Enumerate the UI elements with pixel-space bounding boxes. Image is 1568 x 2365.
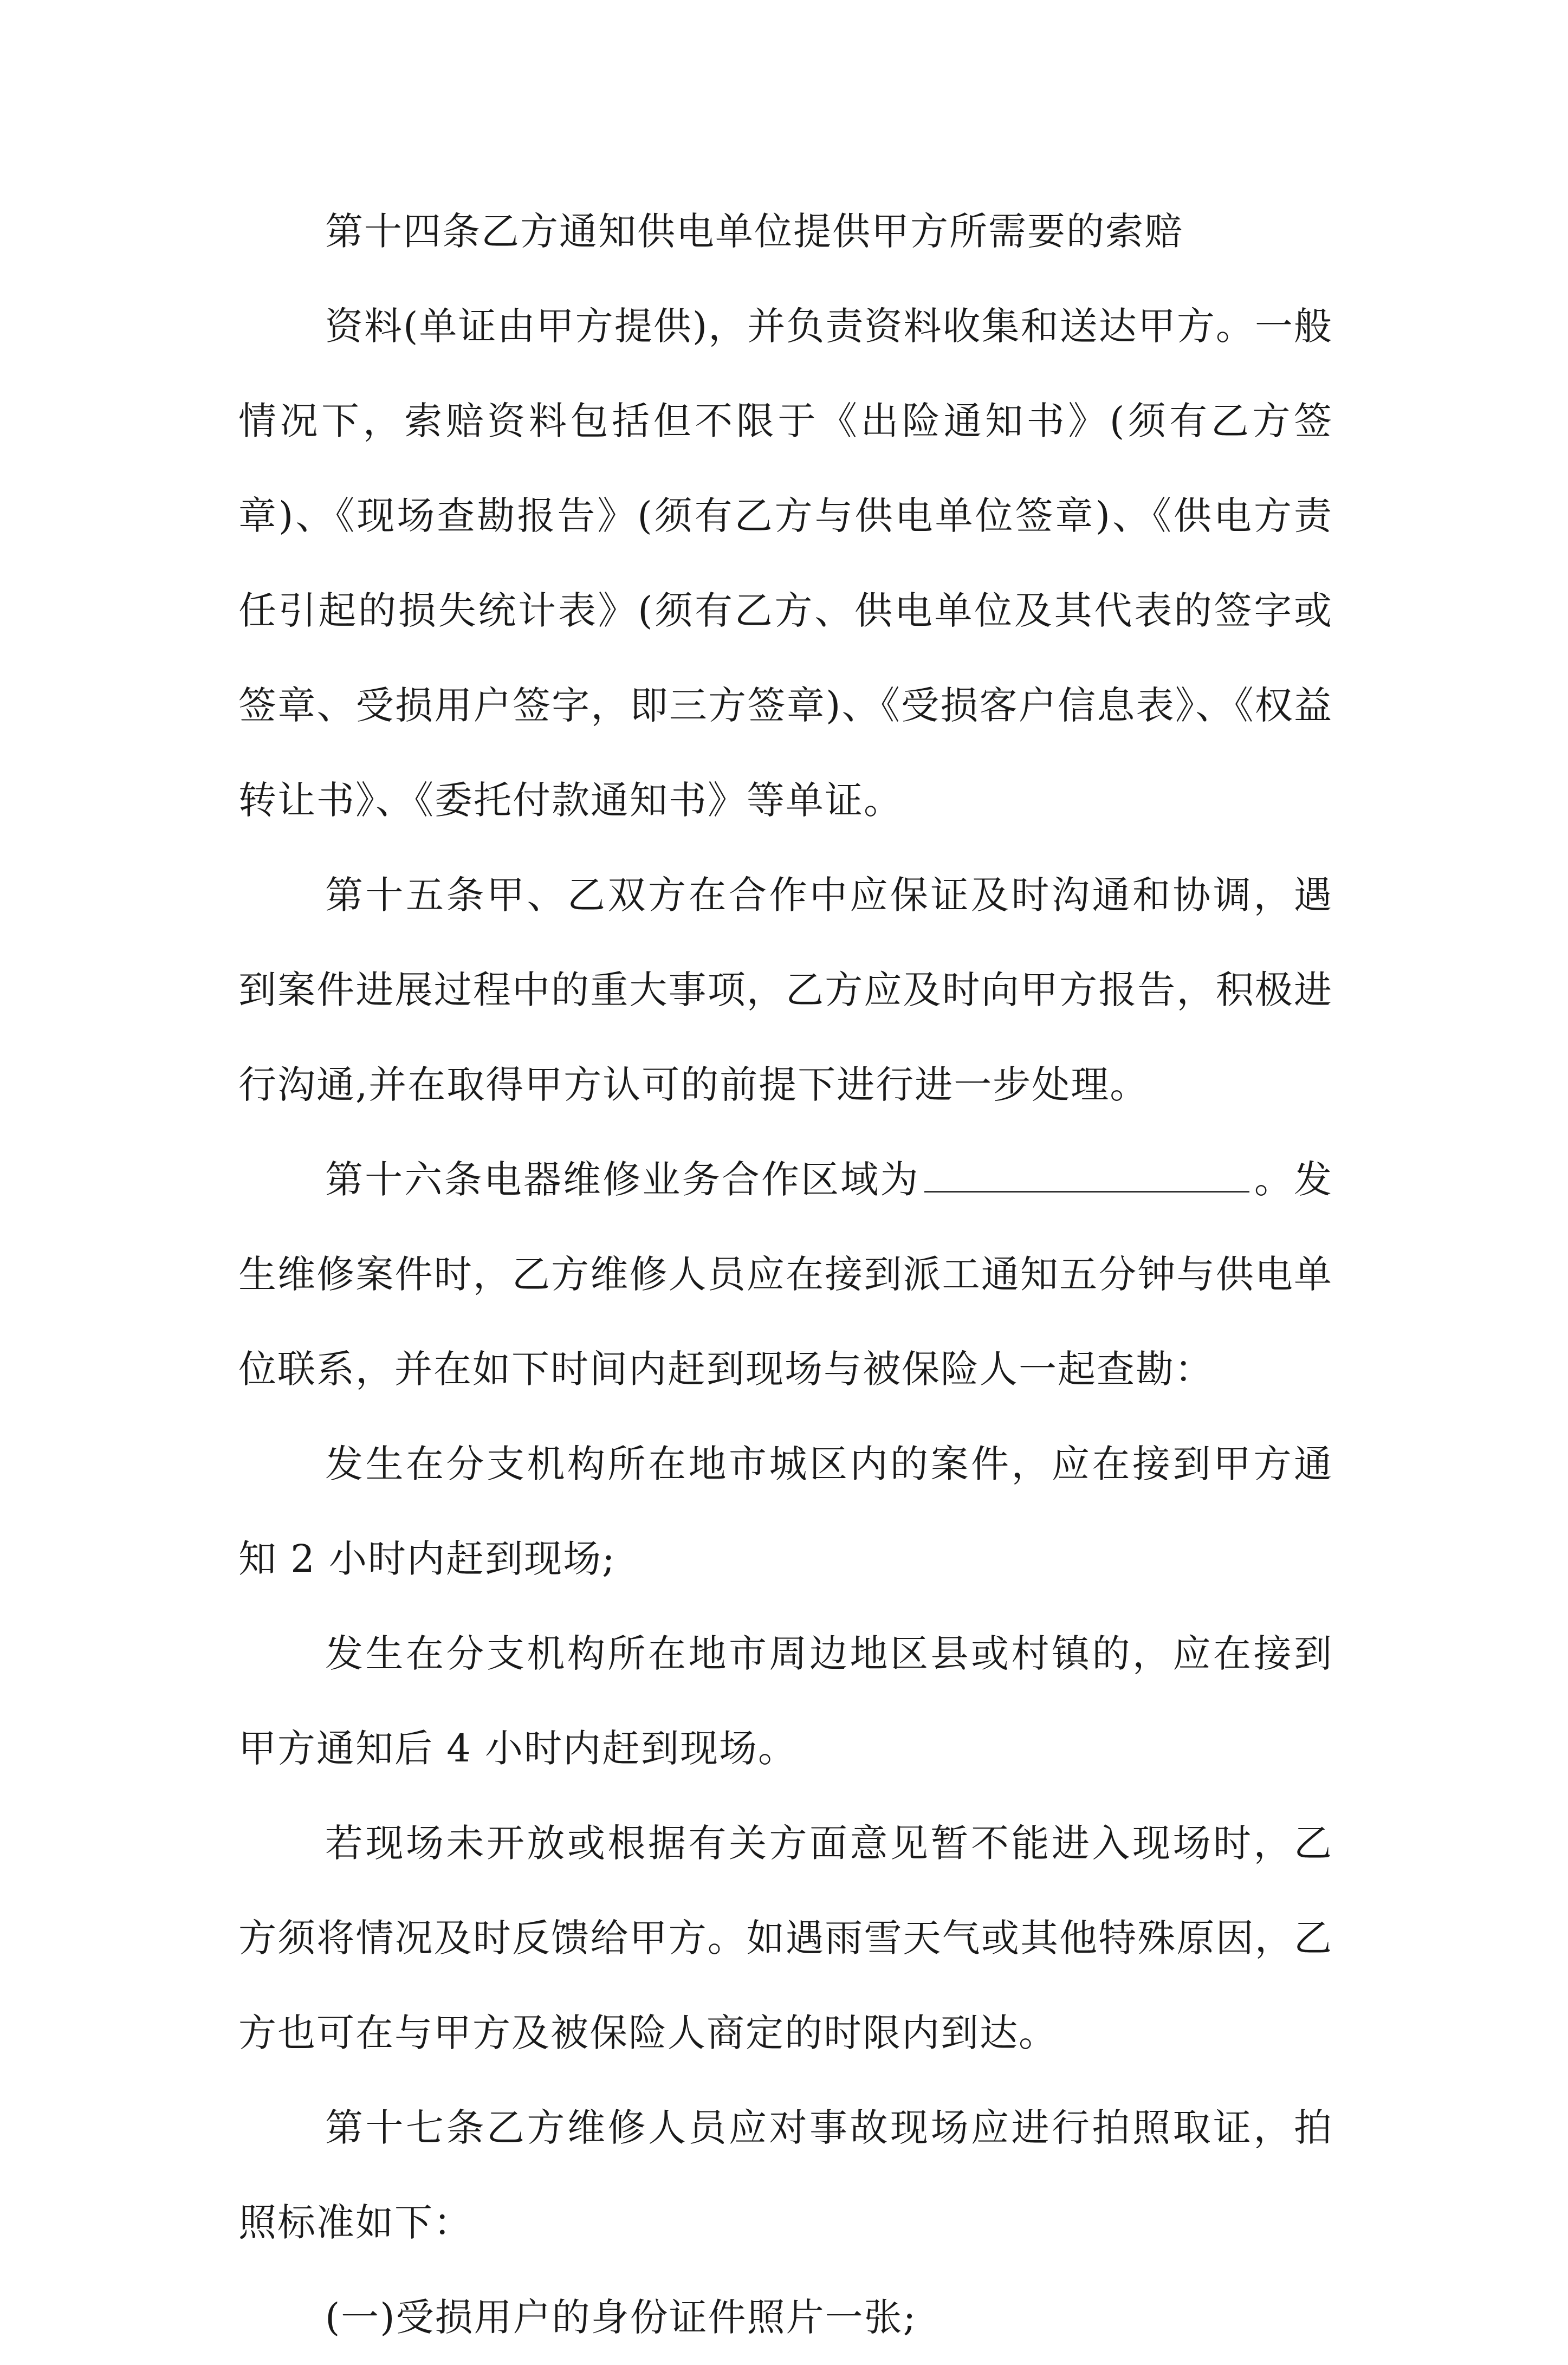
- paragraph-article-14-body: 资料(单证由甲方提供)，并负责资料收集和送达甲方。一般情况下，索赔资料包括但不限于《出险通知书》(须有乙方签章)、《现场查勘报告》(须有乙方与供电单位签章)、《供电方责任引起的损失统计表》(须有乙方、供电单位及其代表的签字或签章、受损用户签字，即三方签章)、《受损客户信息表》、《权益转让书》、《委托付款通知书》等单证。: [238, 304, 1333, 822]
- article-16-rest-text: 。发生维修案件时，乙方维修人员应在接到派工通知五分钟与供电单位联系，并在如下时间内赶到现场与被保险人一起查勘：: [238, 1157, 1333, 1391]
- paragraph-item-1: (一)受损用户的身份证件照片一张;: [325, 2295, 917, 2340]
- paragraph-article-15: 第十五条甲、乙双方在合作中应保证及时沟通和协调，遇到案件进展过程中的重大事项，乙方应及时向甲方报告，积极进行沟通,并在取得甲方认可的前提下进行进一步处理。: [238, 873, 1333, 1107]
- paragraph-county-cases: 发生在分支机构所在地市周边地区县或村镇的，应在接到甲方通知后 4 小时内赶到现场。: [238, 1631, 1333, 1771]
- paragraph-article-17: 第十七条乙方维修人员应对事故现场应进行拍照取证，拍照标准如下：: [238, 2105, 1333, 2245]
- paragraph-article-16: [238, 1132, 1333, 1417]
- article-16-lead-text: 第十六条电器维修业务合作区域为: [325, 1157, 920, 1202]
- blank-fill-line: [924, 1153, 1249, 1193]
- paragraph-city-cases: 发生在分支机构所在地市城区内的案件，应在接到甲方通知 2 小时内赶到现场;: [238, 1442, 1333, 1581]
- paragraph-article-14-heading: 第十四条乙方通知供电单位提供甲方所需要的索赔: [325, 209, 1183, 254]
- paragraph-site-access: 若现场未开放或根据有关方面意见暂不能进入现场时，乙方须将情况及时反馈给甲方。如遇雨雪天气或其他特殊原因，乙方也可在与甲方及被保险人商定的时限内到达。: [238, 1821, 1333, 2055]
- document-body: [238, 184, 1333, 2365]
